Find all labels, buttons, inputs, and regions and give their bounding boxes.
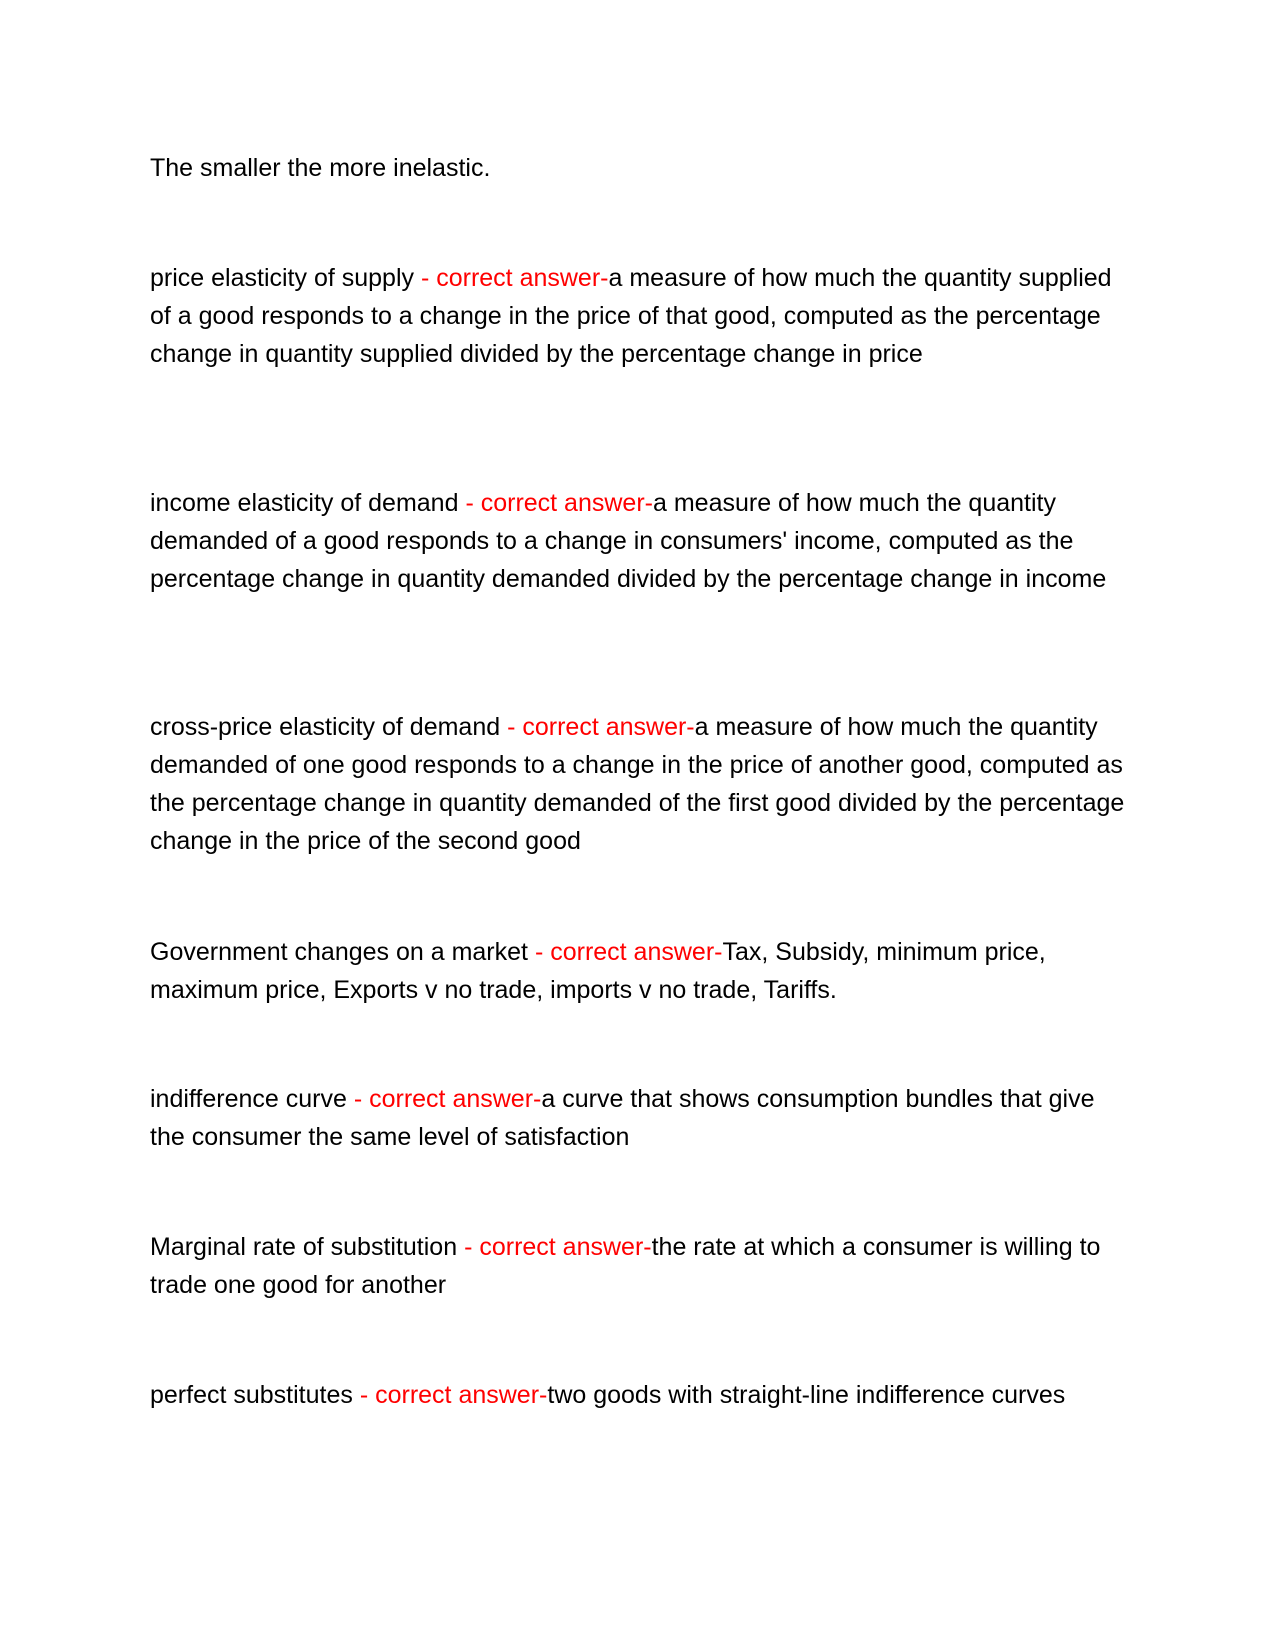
answer-marker: - correct answer-: [464, 1233, 652, 1261]
entry-term: Government changes on a market: [150, 938, 535, 966]
answer-marker: - correct answer-: [353, 1085, 542, 1113]
flashcard-entry: [150, 259, 1130, 373]
entry-definition: Tax, Subsidy, minimum price, maximum price, Exports v no trade, imports v no trade, Tariffs.: [150, 938, 1046, 1004]
entry-term: indifference curve: [150, 1085, 354, 1113]
flashcard-entry: [150, 484, 1130, 598]
flashcard-entry: [150, 933, 1130, 1009]
answer-marker: - correct answer-: [465, 489, 653, 517]
entry-term: Marginal rate of substitution: [150, 1233, 465, 1261]
flashcard-entry: [150, 708, 1130, 860]
entry-definition: a curve that shows consumption bundles that give the consumer the same level of satisfaction: [150, 1085, 1095, 1151]
flashcard-entry: [150, 1376, 1130, 1414]
entry-definition: the rate at which a consumer is willing to trade one good for another: [150, 1233, 1101, 1299]
entry-term: cross-price elasticity of demand: [150, 713, 508, 741]
flashcard-entry: [150, 1228, 1130, 1304]
intro-text: The smaller the more inelastic.: [150, 154, 491, 182]
entry-definition: a measure of how much the quantity demanded of a good responds to a change in consumers' income, computed as the percentage change in quantity demanded divided by the percentage change in income: [150, 489, 1107, 593]
entry-term: income elasticity of demand: [150, 489, 466, 517]
entry-term: perfect substitutes: [150, 1381, 360, 1409]
answer-marker: - correct answer-: [534, 938, 723, 966]
entry-definition: two goods with straight-line indifference curves: [547, 1381, 1066, 1409]
entry-term: price elasticity of supply: [150, 264, 421, 292]
entry-definition: a measure of how much the quantity demanded of one good responds to a change in the price of another good, computed as the percentage change in quantity demanded of the first good divided by the percentage change in the price of the second good: [150, 713, 1125, 855]
flashcard-entry: [150, 1080, 1130, 1156]
answer-marker: - correct answer-: [420, 264, 609, 292]
entry-definition: a measure of how much the quantity supplied of a good responds to a change in the price of that good, computed as the percentage change in quantity supplied divided by the percentage change in price: [150, 264, 1112, 368]
answer-marker: - correct answer-: [507, 713, 695, 741]
answer-marker: - correct answer-: [359, 1381, 548, 1409]
